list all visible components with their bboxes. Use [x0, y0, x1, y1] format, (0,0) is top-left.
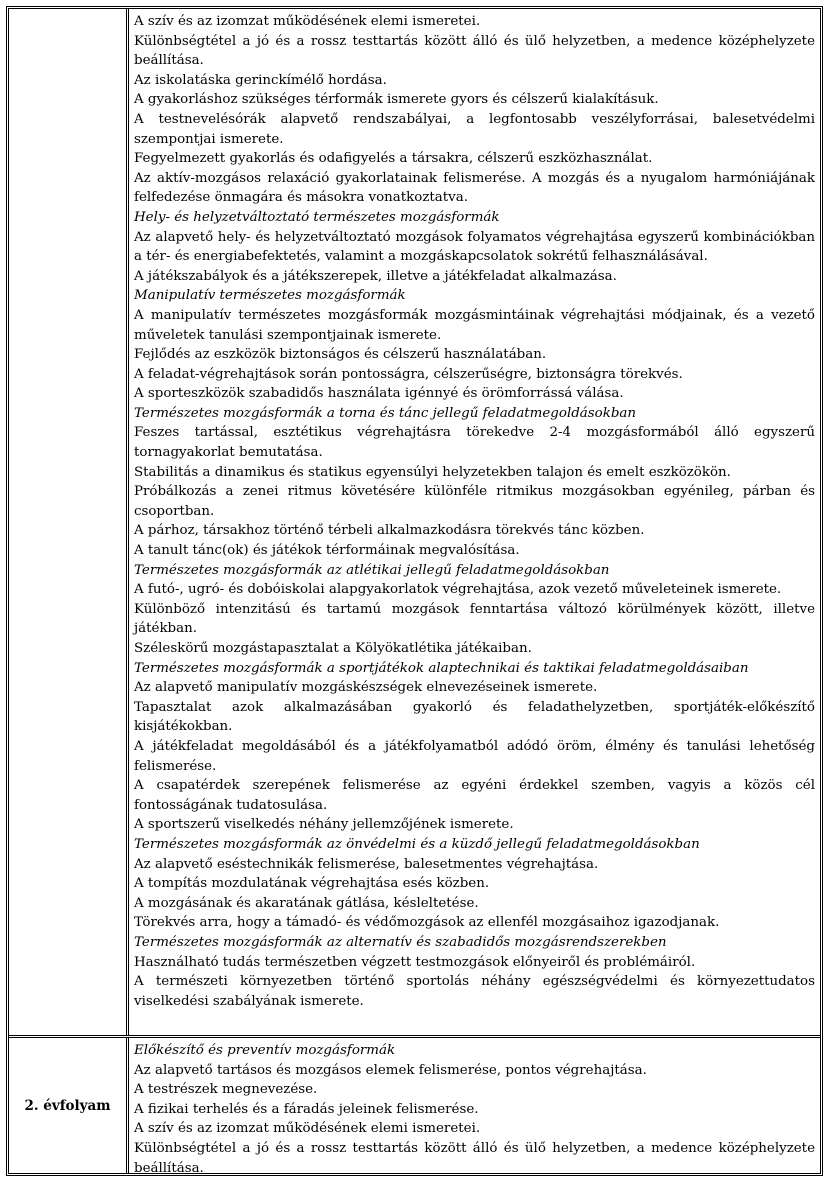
table-row [9, 1038, 820, 1176]
content-line: Feszes tartással, esztétikus végrehajtásra törekedve 2-4 mozgásformából álló egyszerű tornagyakorlat bemutatása. [134, 425, 815, 461]
section-heading: Természetes mozgásformák a torna és tánc jellegű feladatmegoldásokban [134, 405, 637, 421]
grade-cell [9, 9, 129, 1035]
content-line: Stabilitás a dinamikus és statikus egyensúlyi helyzetekben talajon és emelt eszközökön. [134, 464, 731, 480]
section-heading: Természetes mozgásformák az alternatív és szabadidős mozgásrendszerekben [134, 934, 667, 950]
content-line: Különböző intenzitású és tartamú mozgások fenntartása változó körülmények között, illetve játékban. [134, 601, 815, 637]
content-cell [129, 1038, 820, 1176]
content-line: A szív és az izomzat működésének elemi ismeretei. [134, 1121, 481, 1137]
content-line: Az alapvető eséstechnikák felismerése, balesetmentes végrehajtása. [134, 856, 599, 872]
content-line: Különbségtétel a jó és a rossz testtartás között álló és ülő helyzetben, a medence középhelyzete beállítása. [134, 33, 815, 69]
content-line: Az aktív-mozgásos relaxáció gyakorlatainak felismerése. A mozgás és a nyugalom harmóniájának felfedezése önmagára és másokra vonatkoztatva. [134, 170, 815, 206]
content-line: A testnevelésórák alapvető rendszabályai, a legfontosabb veszélyforrásai, balesetvédelmi szempontjai ismerete. [134, 111, 815, 147]
content-line: A testrészek megnevezése. [134, 1082, 318, 1098]
content-line: A manipulatív természetes mozgásformák mozgásmintáinak végrehajtási módjainak, és a vezető műveletek tanulási szempontjainak ismerete. [134, 307, 815, 343]
table-row [9, 9, 820, 1038]
content-line: A sportszerű viselkedés néhány jellemzőjének ismerete. [134, 817, 514, 833]
content-line: Fegyelmezett gyakorlás és odafigyelés a társakra, célszerű eszközhasználat. [134, 151, 653, 167]
content-line: Fejlődés az eszközök biztonságos és célszerű használatában. [134, 347, 547, 363]
content-line: Az iskolatáska gerinckímélő hordása. [134, 72, 387, 88]
content-line: A játékfeladat megoldásából és a játékfolyamatból adódó öröm, élmény és tanulási lehetőség felismerése. [134, 738, 815, 774]
content-line: Különbségtétel a jó és a rossz testtartás között álló és ülő helyzetben, a medence középhelyzete beállítása. [134, 1140, 815, 1176]
content-line: Az alapvető tartásos és mozgásos elemek felismerése, pontos végrehajtása. [134, 1062, 647, 1078]
content-line: A tompítás mozdulatának végrehajtása esés közben. [134, 876, 490, 892]
content-line: A gyakorláshoz szükséges térformák ismerete gyors és célszerű kialakításuk. [134, 92, 659, 108]
content-line: A játékszabályok és a játékszerepek, illetve a játékfeladat alkalmazása. [134, 268, 617, 284]
section-heading: Természetes mozgásformák az atlétikai jellegű feladatmegoldásokban [134, 562, 610, 578]
content-line: A természeti környezetben történő sportolás néhány egészségvédelmi és környezettudatos viselkedési szabályának ismerete. [134, 974, 815, 1009]
content-line: Az alapvető manipulatív mozgáskészségek elnevezéseinek ismerete. [134, 680, 598, 696]
content-line: A párhoz, társakhoz történő térbeli alkalmazkodásra törekvés tánc közben. [134, 523, 645, 539]
content-line: A szív és az izomzat működésének elemi ismeretei. [134, 14, 481, 29]
content-line: A sporteszközök szabadidős használata igénnyé és örömforrássá válása. [134, 386, 624, 402]
content-line: Tapasztalat azok alkalmazásában gyakorló és feladathelyzetben, sportjáték-előkészítő kisjátékokban. [134, 699, 815, 735]
content-line: A feladat-végrehajtások során pontosságra, célszerűségre, biztonságra törekvés. [134, 366, 683, 382]
curriculum-table [6, 6, 823, 1176]
section-heading: Hely- és helyzetváltoztató természetes mozgásformák [134, 209, 500, 225]
content-line: A futó-, ugró- és dobóiskolai alapgyakorlatok végrehajtása, azok vezető műveleteinek ismerete. [134, 582, 782, 598]
content-line: A csapatérdek szerepének felismerése az egyéni érdekkel szemben, vagyis a közös cél fontosságának tudatosulása. [134, 778, 815, 813]
content-line: Törekvés arra, hogy a támadó- és védőmozgások az ellenfél mozgásaihoz igazodjanak. [134, 915, 720, 931]
content-line: Széleskörű mozgástapasztalat a Kölyökatlétika játékaiban. [134, 641, 532, 656]
content-line: A tanult tánc(ok) és játékok térformáinak megvalósítása. [134, 543, 520, 559]
grade-label: 2. évfolyam [24, 1097, 111, 1114]
content-line: Használható tudás természetben végzett testmozgások előnyeiről és problémáiról. [134, 954, 696, 970]
content-cell [129, 9, 820, 1035]
content-line: A fizikai terhelés és a fáradás jeleinek felismerése. [134, 1101, 479, 1117]
section-heading: Előkészítő és preventív mozgásformák [134, 1043, 396, 1058]
section-heading: Természetes mozgásformák a sportjátékok alaptechnikai és taktikai feladatmegoldásaiban [134, 660, 749, 676]
content-line: Az alapvető hely- és helyzetváltoztató mozgások folyamatos végrehajtása egyszerű kombinációkban a tér- és energiabefektetés, valamint a mozgáskapcsolatok sokrétű felhasználásával. [134, 229, 815, 265]
section-heading: Természetes mozgásformák az önvédelmi és a küzdő jellegű feladatmegoldásokban [134, 836, 700, 852]
content-line: Próbálkozás a zenei ritmus követésére különféle ritmikus mozgásokban egyénileg, párban és csoportban. [134, 484, 815, 519]
grade-cell [9, 1038, 129, 1173]
content-line: A mozgásának és akaratának gátlása, késleltetése. [134, 895, 479, 911]
section-heading: Manipulatív természetes mozgásformák [134, 288, 406, 304]
